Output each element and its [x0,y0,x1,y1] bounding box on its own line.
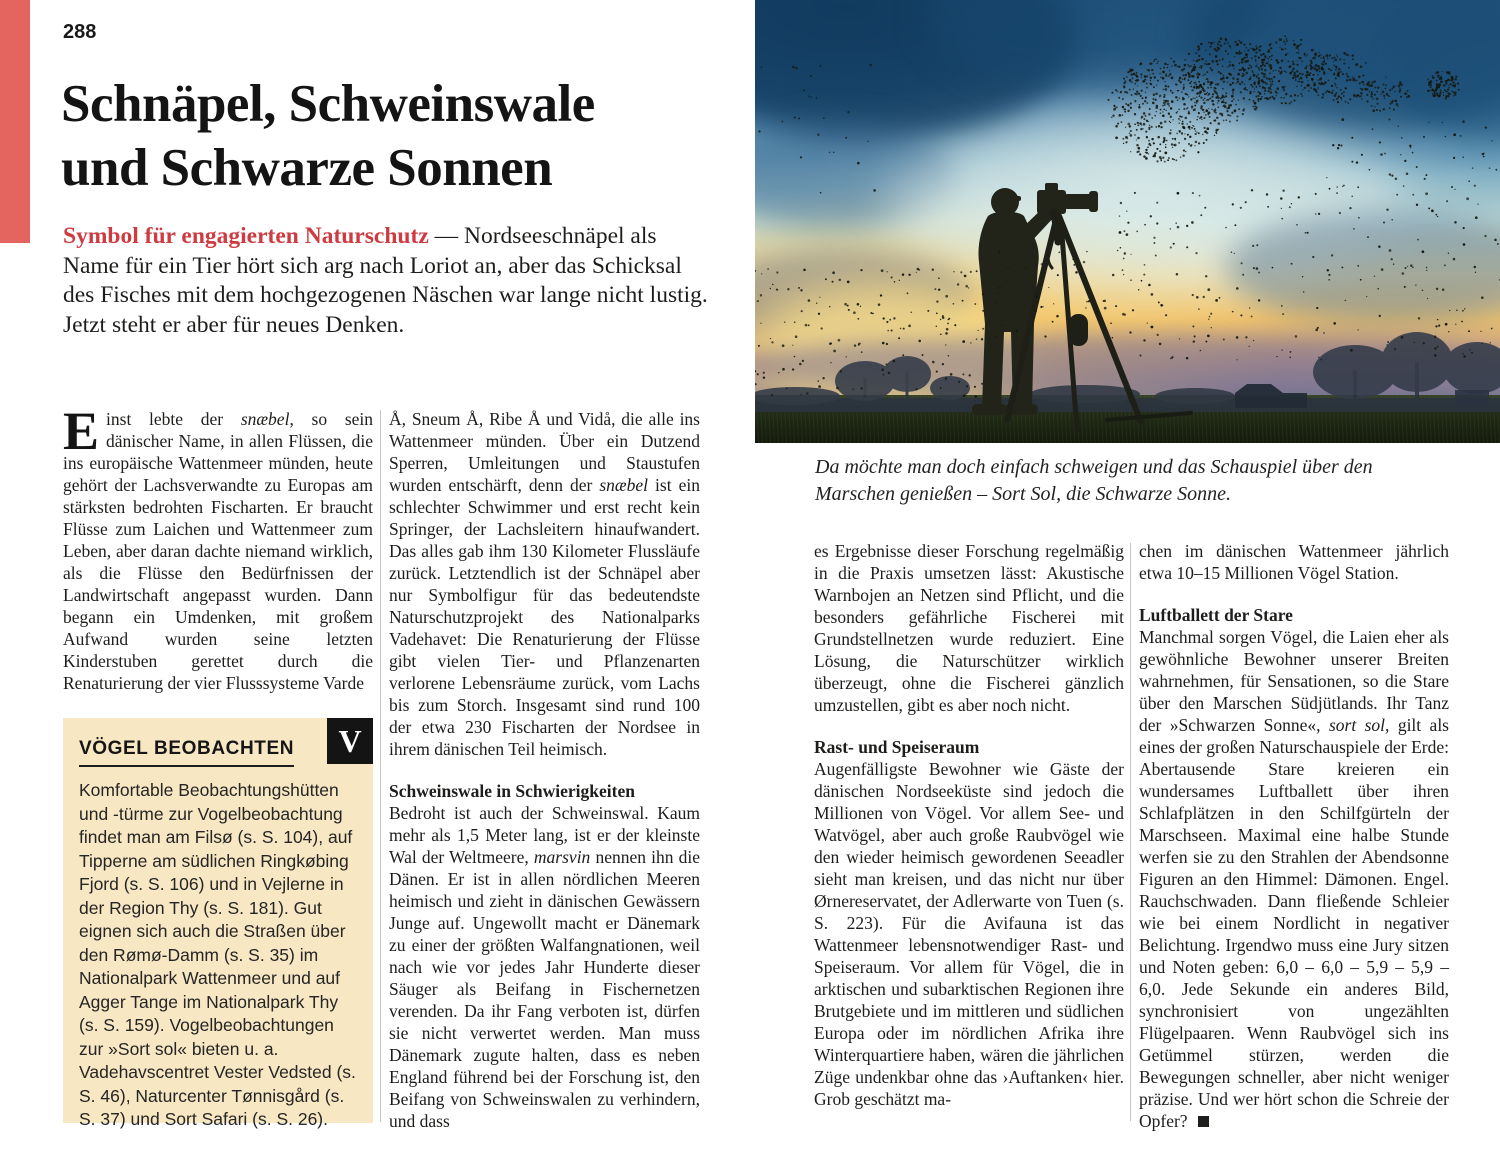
text-column-1: Einst lebte der snæbel, so sein dänischer Name, in allen Flüssen, die ins europäische Wattenmeer münden, heute gehört der Lachsverwandte zu Europas am stärksten bedrohten Fischarten. Er braucht Flüsse zum Laichen und Wattenmeer zum Leben, aber daran dachte niemand wirklich, als die Flüsse den Bedürfnissen der Landwirtschaft angepasst wurden. Dann begann ein Umdenken, mit großem Aufwand wurden seine letzten Kinderstuben gerettet durch die Renaturierung der vier Flusssysteme Varde [63,401,374,693]
page-number: 288 [63,21,97,43]
tree-line [755,332,1500,412]
text-column-2: Å, Sneum Å, Ribe Å und Vidå, die alle ins Wattenmeer münden. Über ein Dutzend Sperren, Umleitungen und Staustufen wurden entschärft, denn der snæbel ist ein schlechter Schwimmer und erst recht kein Springer, der Lachsleitern hinaufwandert. Das alles gab ihm 130 Kilometer Flussläufe zurück. Letztendlich ist der Schnäpel aber nur Symbolfigur für das bedeutendste Naturschutzprojekt des Nationalparks Vadehavet: Die Renaturierung der Flüsse gibt vielen Tier- und Pflanzenarten verlorene Lebensräume zurück, vom Lachs bis zum Storch. Insgesamt sind rund 100 der etwa 230 Fischarten der Nordsee in ihrem dänischen Teil heimisch. Schweinswale in Schwierigkeiten Bedroht ist auch der Schweinswal. Kaum mehr als 1,5 Meter lang, ist er der kleinste Wal der Weltmeere, marsvin nennen ihn die Dänen. Er ist in allen nördlichen Meeren heimisch und zieht in dänischen Gewässern Junge auf. Ungewollt macht er Dänemark zu einer der größten Walfangnationen, weil nach wie vor jedes Jahr Hunderte dieser Säuger als Beifang in Fischernetzen verenden. Da ihr Fang verboten ist, dürfen sie nicht verwertet werden. Man muss Dänemark zugute halten, dass es neben England führend bei der Forschung ist, den Beifang von Schweinswalen zu verhindern, und dass [389,409,701,1131]
article-title-line2: und Schwarze Sonnen [61,139,553,197]
accent-bar [0,0,30,243]
infobox-voegel-beobachten [63,718,373,1129]
photo-caption: Da möchte man doch einfach schweigen und das Schauspiel über den Marschen genießen – Sort Sol, die Schwarze Sonne. [815,456,1373,505]
lead-intro: Symbol für engagierten Naturschutz [63,223,429,249]
article-title-line1: Schnäpel, Schweinswale [61,75,595,133]
text-column-3: es Ergebnisse dieser Forschung regelmäßig in die Praxis umsetzen lässt: Akustische Warnbojen an Netzen sind Pflicht, und die besonders gefährliche Fischerei mit Grundstellnetzen wurde reduziert. Eine Lösung, die Naturschützer wirklich überzeugt, ohne die Fischerei gänzlich umzustellen, gibt es aber noch nicht. Rast- und Speiseraum Augenfälligste Bewohner wie Gäste der dänischen Nordseeküste sind jedoch die Millionen von Vögel. Vor allem See- und Watvögel, aber auch große Raubvögel wie den wieder heimisch gewordenen Seeadler sieht man kreisen, und das nicht nur über Ørnereservatet, der Adlerwarte von Tuen (s. S. 223). Für die Avifauna ist das Wattenmeer lebensnotwendiger Rast- und Speiseraum. Vor allem für Vögel, die in arktischen und subarktischen Regionen ihre Brutgebiete und im mittleren und südlichen Europa oder im nördlichen Afrika ihre Winterquartiere haben, wären die jährlichen Züge undenkbar ohne das ›Auftanken‹ hier. Grob geschätzt ma- [814,541,1124,1109]
text-column-4: chen im dänischen Wattenmeer jährlich etwa 10–15 Millionen Vögel Station. Luftballett der Stare Manchmal sorgen Vögel, die Laien eher als gewöhnliche Bewohner unserer Breiten wahrnehmen, für Sensationen, so die Stare über den Marschen Südjütlands. Ihr Tanz der »Schwarzen Sonne«, sort sol, gilt als eines der großen Naturschauspiele der Erde: Abertausende Stare kreieren ein wundersames Luftballett über ihren Schlafplätzen in den Schilfgürteln der Marschseen. Maximal eine halbe Stunde werfen sie zu den Strahlen der Abendsonne Figuren an den Himmel: Dämonen. Engel. Rauchschwaden. Dann fließende Schleier wie bei einem Nordlicht in negativer Belichtung. Irgendwo muss eine Jury sitzen und Noten geben: 6,0 – 6,0 – 5,9 – 5,9 – 6,0. Jede Sekunde ein anderes Bild, synchronisiert von ungezählten Flügelpaaren. Wenn Raubvögel sich ins Getümmel stürzen, werden die Bewegungen schneller, aber nicht weniger präzise. Und wer hört schon die Schreie der Opfer? [1139,541,1449,1131]
article-lead [63,222,715,340]
lens-pouch [1069,314,1088,346]
house-silhouette-far [1455,390,1489,406]
house-silhouette [1235,384,1307,408]
article-title [61,72,751,200]
column-rule [380,410,381,1122]
lead-dash: — [428,223,465,249]
category-badge-v: V [327,718,373,764]
infobox-title: VÖGEL BEOBACHTEN [79,738,294,767]
column-rule [1130,543,1131,1121]
starling-flock [755,35,1500,398]
infobox-body: Komfortable Beobachtungshütten und -türme zur Vogelbeobachtung findet man am Filsø (s. S. 104), auf Tipperne am südlichen Ringkøbing Fjord (s. S. 106) und in Vejlerne in der Region Thy (s. S. 181). Gut eignen sich auch die Straßen über den Rømø-Damm (s. S. 35) im Nationalpark Wattenmeer und auf Agger Tange im Nationalpark Thy (s. S. 159). Vogelbeobachtungen zur »Sort sol« bieten u. a. Vadehavscentret Vester Vedsted (s. S. 46), Naturcenter Tønnisgård (s. S. 37) und Sort Safari (s. S. 26). [79,780,356,1129]
photo-scene-drawing [755,0,1500,443]
lead-text: Nordseeschnäpel als Name für ein Tier hört sich arg nach Loriot an, aber das Schicksal des Fisches mit dem hochgezogenen Näschen war lange nicht lustig. Jetzt steht er aber für neues Denken. [63,223,708,338]
ground-stick [1107,413,1191,420]
photo-sort-sol [755,0,1500,443]
